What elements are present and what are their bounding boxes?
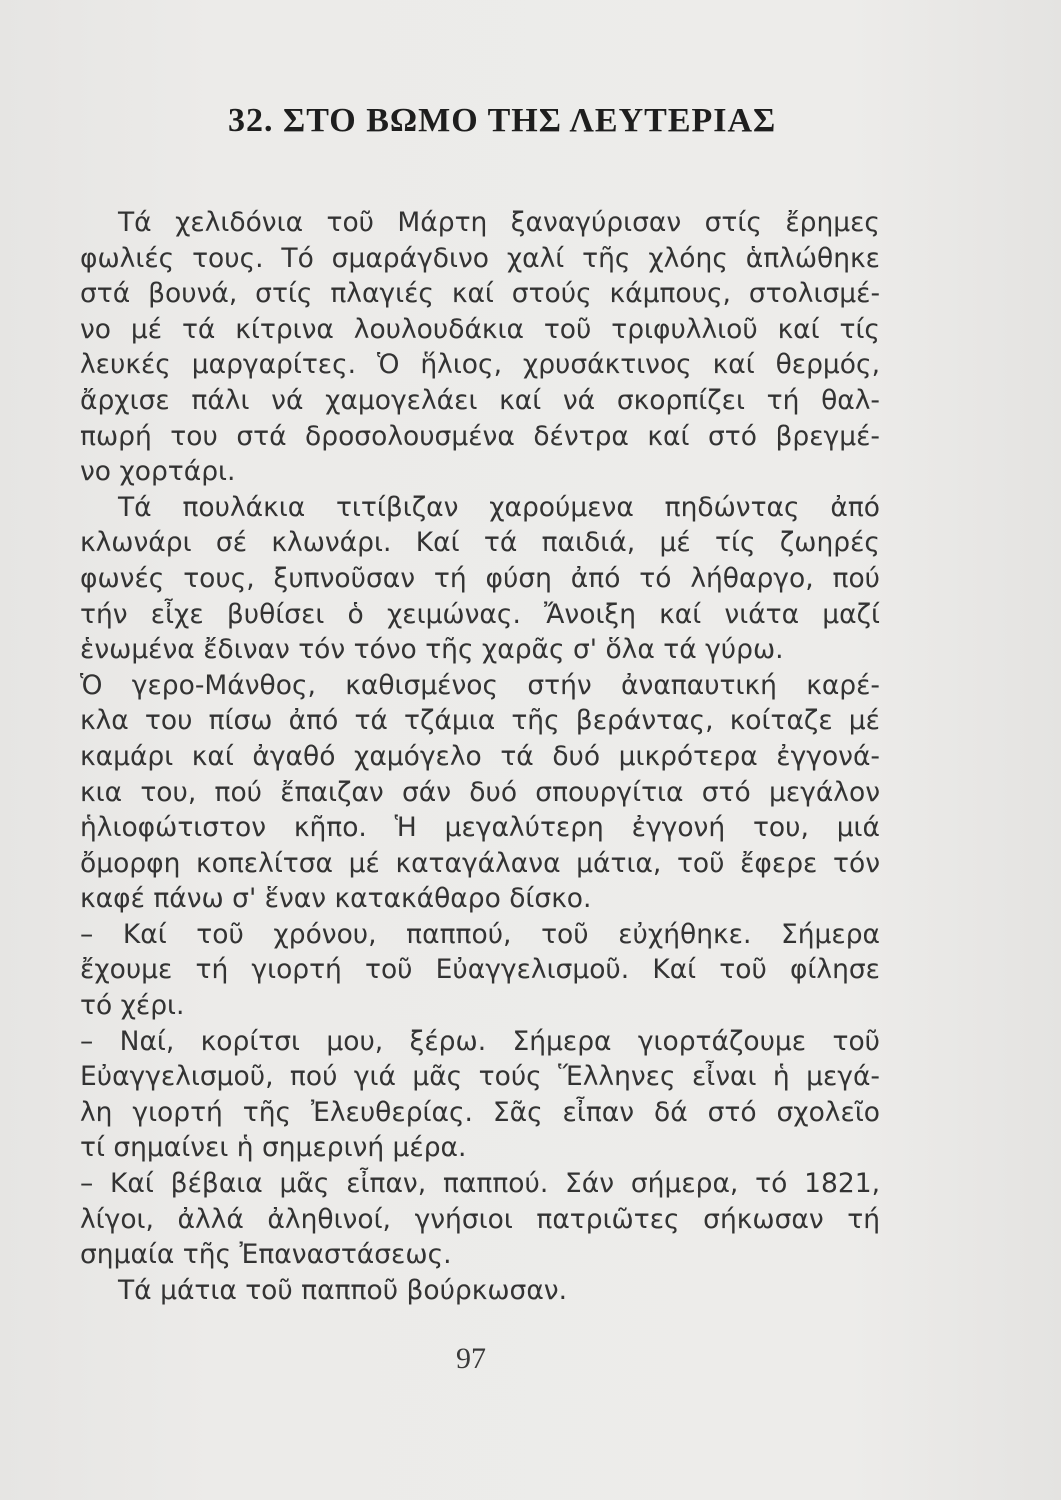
text-line: πωρή του στά δροσολουσμένα δέντρα καί στό βρεγμέ- [80,420,880,452]
chapter-body [80,205,880,1308]
text-line: κια του, πού ἔπαιζαν σάν δυό σπουργίτια στό μεγάλον [80,776,880,808]
text-line: φωλιές τους. Τό σμαράγδινο χαλί τῆς χλόης ἁπλώθηκε [80,242,880,274]
text-line: σημαία τῆς Ἐπαναστάσεως. [80,1239,452,1271]
text-line: στά βουνά, στίς πλαγιές καί στούς κάμπους, στολισμέ- [80,278,880,310]
chapter-title: 32. ΣΤΟ ΒΩΜΟ ΤΗΣ ΛΕΥΤΕΡΙΑΣ [228,102,777,139]
text-line: κλωνάρι σέ κλωνάρι. Καί τά παιδιά, μέ τίς ζωηρές [80,527,880,559]
text-line: Τά πουλάκια τιτίβιζαν χαρούμενα πηδώντας ἀπό [118,491,880,523]
text-line: τί σημαίνει ἡ σημερινή μέρα. [80,1132,467,1164]
text-line: καφέ πάνω σ' ἕναν κατακάθαρο δίσκο. [80,883,592,915]
text-line: λη γιορτή τῆς Ἐλευθερίας. Σᾶς εἶπαν δά στό σχολεῖο [80,1096,880,1128]
text-line: λευκές μαργαρίτες. Ὁ ἥλιος, χρυσάκτινος καί θερμός, [80,349,880,381]
text-line: νο μέ τά κίτρινα λουλουδάκια τοῦ τριφυλλιοῦ καί τίς [80,313,880,345]
text-line: τό χέρι. [80,990,185,1022]
text-line: Τά μάτια τοῦ παπποῦ βούρκωσαν. [118,1274,568,1306]
text-line: ἑνωμένα ἔδιναν τόν τόνο τῆς χαρᾶς σ' ὅλα τά γύρω. [80,634,784,666]
text-line: Τά χελιδόνια τοῦ Μάρτη ξαναγύρισαν στίς ἔρημες [118,207,880,238]
text-line: τήν εἶχε βυθίσει ὁ χειμώνας. Ἄνοιξη καί νιάτα μαζί [80,598,880,630]
text-line: ἡλιοφώτιστον κῆπο. Ἡ μεγαλύτερη ἐγγονή του, μιά [80,812,880,844]
text-line: – Καί τοῦ χρόνου, παππού, τοῦ εὐχήθηκε. Σήμερα [80,918,880,950]
text-line: Ὁ γερο-Μάνθος, καθισμένος στήν ἀναπαυτική καρέ- [80,669,880,701]
text-line: νο χορτάρι. [80,456,236,488]
text-line: ἔχουμε τή γιορτή τοῦ Εὐαγγελισμοῦ. Καί τοῦ φίλησε [80,954,880,986]
text-line: ὄμορφη κοπελίτσα μέ καταγάλανα μάτια, τοῦ ἔφερε τόν [80,847,880,879]
page-number: 97 [456,1342,486,1375]
text-line: – Καί βέβαια μᾶς εἶπαν, παππού. Σάν σήμερα, τό 1821, [80,1168,880,1200]
text-line: φωνές τους, ξυπνοῦσαν τή φύση ἀπό τό λήθαργο, πού [80,562,880,594]
text-line: καμάρι καί ἀγαθό χαμόγελο τά δυό μικρότερα ἐγγονά- [80,740,880,772]
text-line: κλα του πίσω ἀπό τά τζάμια τῆς βεράντας, κοίταζε μέ [80,705,880,737]
text-line: ἄρχισε πάλι νά χαμογελάει καί νά σκορπίζει τή θαλ- [80,384,880,416]
text-line: – Ναί, κορίτσι μου, ξέρω. Σήμερα γιορτάζουμε τοῦ [80,1025,880,1057]
text-line: Εὐαγγελισμοῦ, πού γιά μᾶς τούς Ἕλληνες εἶναι ἡ μεγά- [80,1061,880,1093]
text-line: λίγοι, ἀλλά ἀληθινοί, γνήσιοι πατριῶτες σήκωσαν τή [80,1203,880,1235]
